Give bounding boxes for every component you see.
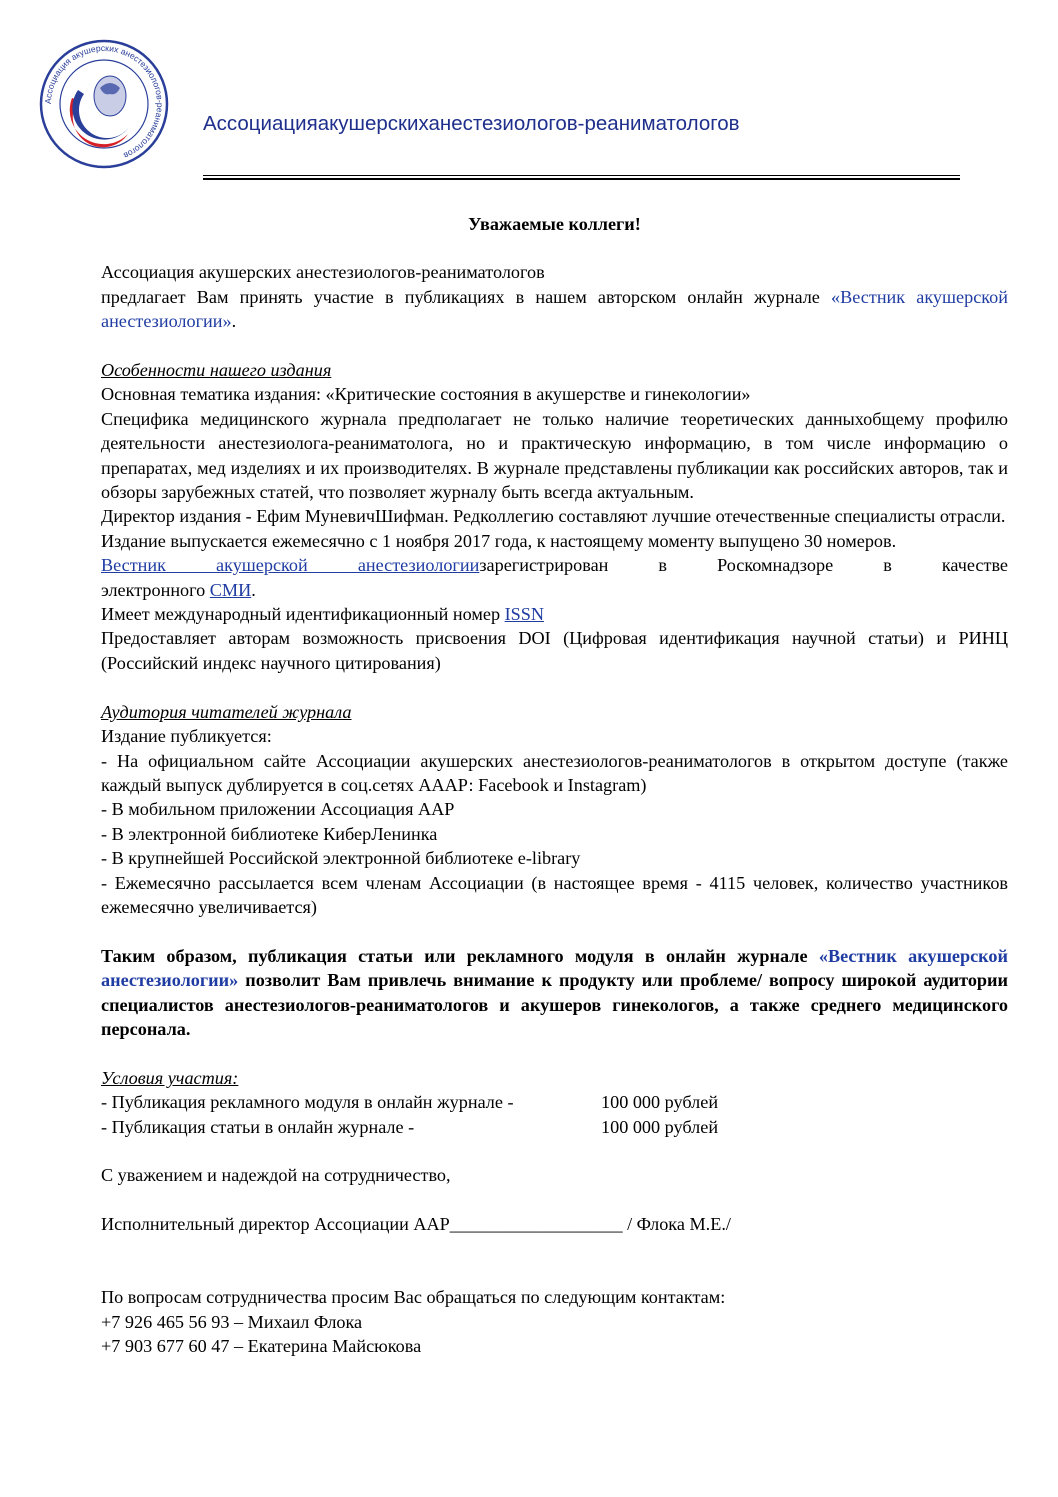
intro-period: . [231,311,237,332]
intro-line: Ассоциация акушерских анестезиологов-реаниматологов [101,262,545,283]
contact-item: +7 926 465 56 93 – Михаил Флока [101,1311,363,1332]
signature-name: / Флока М.Е./ [622,1214,731,1235]
features-director: Директор издания - Ефим МуневичШифман. Редколлегию составляют лучшие отечественные специалисты отрасли. [101,506,1006,527]
summary-text: Таким образом, публикация статьи или рекламного модуля в онлайн журнале [101,945,819,966]
signature-line [101,1212,1008,1236]
organization-title: Ассоциацияакушерскиханестезиологов-реаниматологов [203,112,740,135]
condition-label: - Публикация рекламного модуля в онлайн журнале - [101,1092,514,1113]
greeting: Уважаемые коллеги! [468,214,641,234]
features-monthly: Издание выпускается ежемесячно с 1 ноября 2017 года, к настоящему моменту выпущено 30 номеров. [101,530,897,551]
audience-item: - В электронной библиотеке КиберЛенинка [101,823,438,844]
audience-intro: Издание публикуется: [101,726,272,747]
logo-ring-text: Ассоциация акушерских анестезиологов-реаниматологов [42,42,166,161]
header-rule [203,175,960,176]
summary-text-end: позволит Вам привлечь внимание к продукту или проблеме/ вопросу широкой аудитории специалистов анестезиологов-реаниматологов и акушеров гинекологов, а также среднего медицинского персонала. [101,970,1008,1039]
condition-price: 100 000 рублей [601,1116,719,1137]
condition-label: - Публикация статьи в онлайн журнале - [101,1116,415,1137]
registration-line-2 [101,578,1008,602]
condition-price: 100 000 рублей [601,1092,719,1113]
registration-line [101,553,1008,577]
registration-smi-pre: электронного [101,579,210,600]
smi-link[interactable]: СМИ [209,579,252,600]
audience-item: - В крупнейшей Российской электронной библиотеке e-library [101,848,581,869]
signature-blank: ___________________ [449,1214,623,1235]
audience-item: - В мобильном приложении Ассоциация ААР [101,799,455,820]
condition-item [101,1115,1008,1139]
journal-name: «Вестник акушерской анестезиологии» [101,286,1009,332]
issn-link[interactable]: ISSN [504,604,545,625]
intro-text: предлагает Вам принять участие в публикациях в нашем авторском онлайн журнале [101,286,832,307]
issn-text: Имеет международный идентификационный номер [101,604,505,625]
intro-paragraph [101,285,1008,334]
journal-link[interactable]: Вестник акушерской анестезиологии [101,555,480,576]
issn-line [101,602,1008,626]
registration-text: зарегистрирован в Роскомнадзоре в качестве [479,555,1008,576]
letter-body [101,212,1008,1359]
registration-period: . [251,579,256,600]
features-specifics: Специфика медицинского журнала предполагает не только наличие теоретических данныхобщему профилю деятельности анестезиолога-реаниматолога, но и практическую информацию, в том числе информацию о препаратах, мед изделиях и их производителях. В журнале представлены публикации как российских авторов, так и обзоры зарубежных статей, что позволяет журналу быть всегда актуальным. [101,408,1008,503]
audience-item: - Ежемесячно рассылается всем членам Ассоциации (в настоящее время - 4115 человек, количество участников ежемесячно увеличивается) [101,872,1008,917]
features-heading: Особенности нашего издания [101,360,332,381]
condition-item [101,1090,1008,1114]
summary-paragraph [101,944,1008,1042]
summary-journal-name: «Вестник акушерской анестезиологии» [101,945,1008,991]
contact-item: +7 903 677 60 47 – Екатерина Майсюкова [101,1336,422,1357]
association-logo [38,38,170,170]
audience-heading: Аудитория читателей журнала [101,701,352,722]
header-rule-thick [203,178,960,180]
contacts-intro: По вопросам сотрудничества просим Вас обращаться по следующим контактам: [101,1287,726,1308]
audience-item: - На официальном сайте Ассоциации акушерских анестезиологов-реаниматологов в открытом доступе (также каждый выпуск дублируется в соц.сетях АААР: Facebook и Instagram) [101,750,1008,795]
closing-line: С уважением и надеждой на сотрудничество, [101,1165,451,1186]
doi-line: Предоставляет авторам возможность присвоения DOI (Цифровая идентификация научной статьи) и РИНЦ (Российский индекс научного цитирования) [101,628,1008,673]
features-topic: Основная тематика издания: «Критические состояния в акушерстве и гинекологии» [101,384,751,405]
conditions-heading: Условия участия: [101,1067,239,1088]
signature-role: Исполнительный директор Ассоциации ААР [101,1214,450,1235]
